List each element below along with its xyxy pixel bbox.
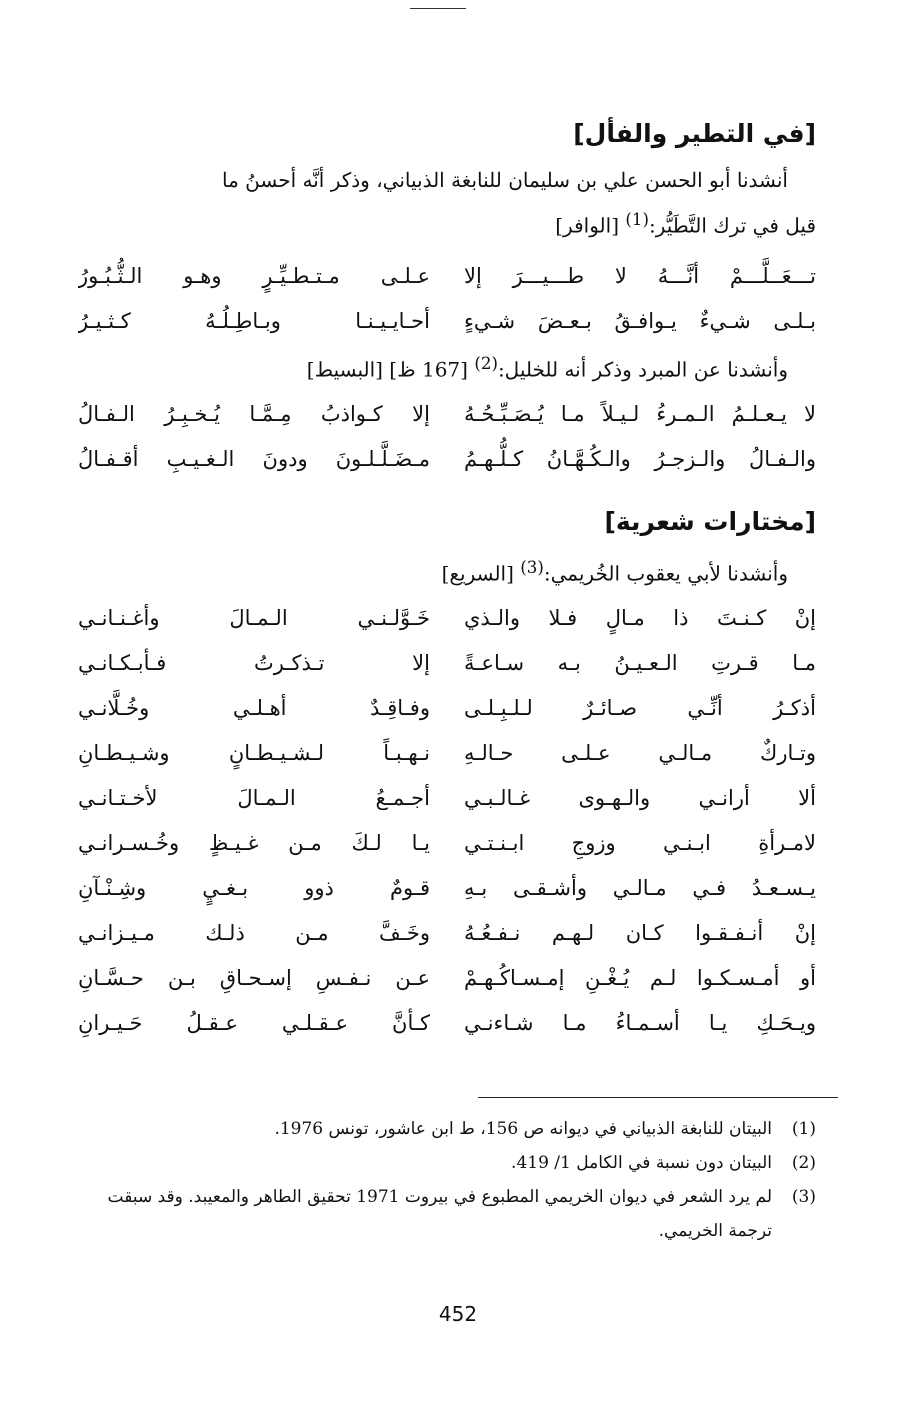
verse-first-hemistich: مـا قـرتِ الـعـيـنُ بـه سـاعـةً <box>464 650 816 675</box>
top-rule <box>410 8 466 9</box>
verse-second-hemistich: إلا تـذكـرتُ فـأبـكـانـي <box>78 650 430 675</box>
verse-first-hemistich: لامـرأةِ ابـنـي وزوجِ ابـنـتـي <box>464 830 816 855</box>
meter-label: [167 ظ] [البسيط] <box>306 357 475 382</box>
verse-line <box>78 821 816 866</box>
verse-line <box>78 686 816 731</box>
verse-second-hemistich: عـن نـفـسِ إسـحـاقِ بـن حـسَّـانِ <box>78 965 430 990</box>
verse-second-hemistich: قـومٌ ذوو بـغـيٍ وشِـنْـآنِ <box>78 875 430 900</box>
verse-second-hemistich: يـا لـكَ مـن غـيـظٍ وخُـسـرانـي <box>78 830 430 855</box>
intro-line-2 <box>78 200 816 246</box>
footnote <box>78 1180 816 1248</box>
verse-first-hemistich: لا يـعـلـمُ الـمـرءُ لـيـلاً مـا يُـصَـبِّـحُـهُ <box>464 401 816 426</box>
verse-second-hemistich: نـهـبـاً لـشـيـطـانٍ وشـيـطـانِ <box>78 740 430 765</box>
verse-second-hemistich: إلا كـواذبُ مِـمَّـا يُـخـبِـرُ الـفـالُ <box>78 401 430 426</box>
verse-line <box>78 437 816 482</box>
footnote-ref-3: (3) <box>520 557 544 577</box>
footnote-ref-2: (2) <box>474 353 498 373</box>
verse-line <box>78 866 816 911</box>
verse-first-hemistich: تـــعَــلَّـــمْ أنَّـــهُ لا طـــيـــرَ إلا <box>464 263 816 288</box>
verse-line <box>78 641 816 686</box>
footnotes <box>78 1112 816 1248</box>
section-heading-selections: [مختارات شعرية] <box>604 506 816 536</box>
verse-first-hemistich: ويـحَـكِ يـا أسـمـاءُ مـا شـاءنـي <box>464 1010 816 1035</box>
footnote <box>78 1146 816 1180</box>
intro-paragraph <box>78 160 816 246</box>
verse-second-hemistich: أجـمـعُ الـمـالَ لأخـتـانـي <box>78 785 430 810</box>
footnote-number: (2) <box>791 1153 816 1173</box>
verse-line <box>78 596 816 641</box>
footnote <box>78 1112 816 1146</box>
verse-line <box>78 254 816 299</box>
intro-line-3rd-poem <box>78 548 816 588</box>
verse-first-hemistich: ألا أرانـي والـهـوى غـالـبـي <box>464 785 816 810</box>
intro-line-2-text: قيل في ترك التَّطَيُّر: <box>648 213 816 238</box>
verse-second-hemistich: أحـايـيـنـا وبـاطِـلُـهُ كـثـيـرُ <box>78 308 430 333</box>
verse-second-hemistich: وخَـفَّ مـن ذلـك مـيـزانـي <box>78 920 430 945</box>
footnote-text: البيتان دون نسبة في الكامل 1/ 419. <box>511 1153 772 1173</box>
page-body <box>78 112 816 1046</box>
verse-first-hemistich: وتـاركٌ مـالـي عـلـى حـالـهِ <box>464 740 816 765</box>
verse-first-hemistich: يـسـعـدُ فـي مـالـي وأشـقـى بـهِ <box>464 875 816 900</box>
verse-line <box>78 776 816 821</box>
verse-first-hemistich: إنْ أنـفـقـوا كـان لـهـم نـفـعُـهُ <box>464 920 816 945</box>
intro-line-2nd-poem <box>78 344 816 384</box>
verse-second-hemistich: كـأنَّ عـقـلـي عـقـلُ حَـيـرانِ <box>78 1010 430 1035</box>
meter-label: [الوافر] <box>555 213 626 238</box>
verse-line <box>78 956 816 1001</box>
verse-first-hemistich: والـفـالُ والـزجـرُ والـكُـهَّـانُ كـلُّـهـمُ <box>464 446 816 471</box>
verse-first-hemistich: أو أمـسـكـوا لـم يُـغْـنِ إمـسـاكُـهـمْ <box>464 965 816 990</box>
verse-second-hemistich: خَـوَّلـنـي الـمـالَ وأغـنـانـي <box>78 605 430 630</box>
footnote-ref-1: (1) <box>625 210 649 229</box>
page-number: 452 <box>438 1302 478 1326</box>
verse-line <box>78 299 816 344</box>
intro-text: وأنشدنا لأبي يعقوب الخُريمي: <box>543 561 788 586</box>
verse-first-hemistich: أذكـرُ أنِّـي صـائـرٌ لـلـبِـلـى <box>464 695 816 720</box>
verse-line <box>78 392 816 437</box>
intro-text: وأنشدنا عن المبرد وذكر أنه للخليل: <box>497 357 788 382</box>
footnote-number: (3) <box>791 1187 816 1207</box>
footnote-text: البيتان للنابغة الذبياني في ديوانه ص 156، ط ابن عاشور، تونس 1976. <box>274 1119 772 1139</box>
meter-label: [السريع] <box>441 561 521 586</box>
footnote-divider <box>478 1097 838 1098</box>
verse-line <box>78 731 816 776</box>
verse-second-hemistich: مـضَـلَّـلـونَ ودونَ الـغـيـبِ أقـفـالُ <box>78 446 430 471</box>
intro-line-1: أنشدنا أبو الحسن علي بن سليمان للنابغة الذبياني، وذكر أنَّه أحسنُ ما <box>222 168 788 192</box>
verse-first-hemistich: إنْ كـنـتَ ذا مـالٍ فـلا والـذي <box>464 605 816 630</box>
verse-first-hemistich: بـلـى شـيءٌ يـوافـقُ بـعـضَ شـيءٍ <box>464 308 816 333</box>
verse-line <box>78 1001 816 1046</box>
verse-line <box>78 911 816 956</box>
section-heading-omens: [في التطير والفأل] <box>573 119 816 148</box>
verse-second-hemistich: عـلـى مـتـطـيِّـرٍ وهـو الـثُّـبُـورُ <box>78 263 430 288</box>
footnote-text: لم يرد الشعر في ديوان الخريمي المطبوع في بيروت 1971 تحقيق الطاهر والمعيبد. وقد سبقت ترجمة الخريمي. <box>107 1187 772 1241</box>
verse-second-hemistich: وفـاقِـدٌ أهـلـي وخُـلَّانـي <box>78 695 430 720</box>
footnote-number: (1) <box>791 1119 816 1139</box>
